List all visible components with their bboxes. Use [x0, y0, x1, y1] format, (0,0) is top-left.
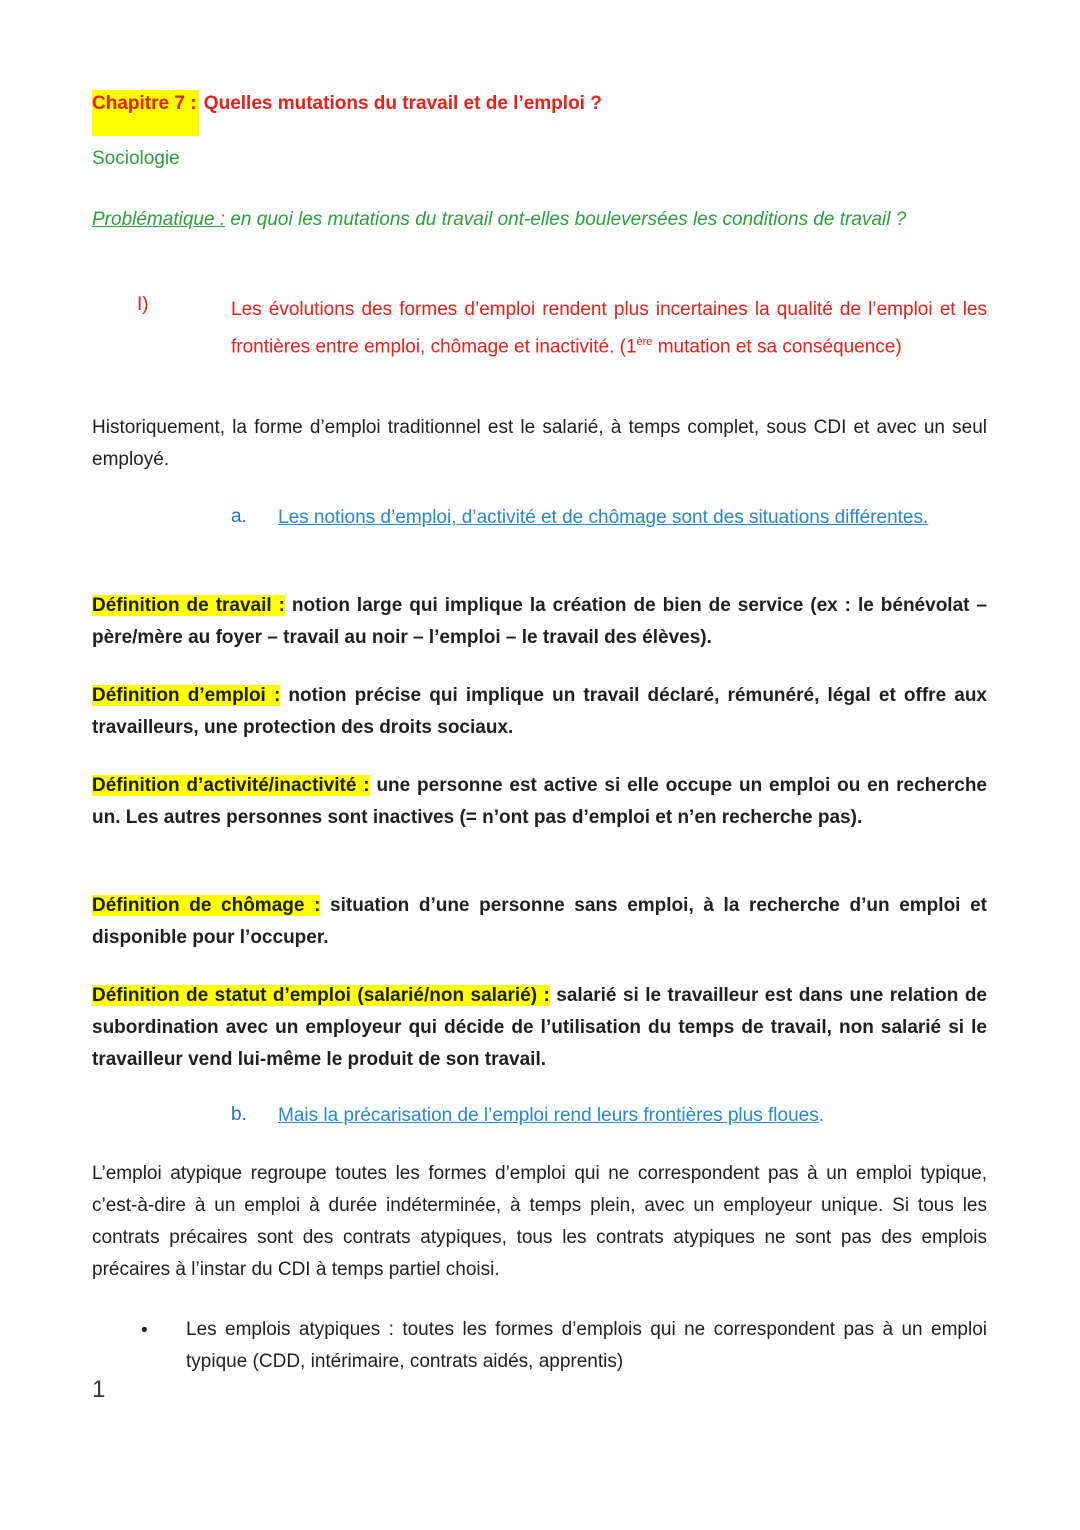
definition-text: notion large qui implique la création de bien de service (ex : le bénévolat – père/mère au foyer – travail au noir – l’emploi – le travail des élèves).	[92, 595, 987, 648]
definition-term: Définition d’activité/inactivité :	[92, 775, 370, 796]
definition-text: notion précise qui implique un travail déclaré, rémunéré, légal et offre aux travailleurs, une protection des droits sociaux.	[92, 685, 987, 738]
subsection-b-period: .	[818, 1105, 824, 1126]
subsection-a-title: Les notions d’emploi, d’activité et de chômage sont des situations différentes.	[278, 507, 929, 528]
definition-term: Définition de travail :	[92, 595, 285, 616]
atypical-paragraph: L’emploi atypique regroupe toutes les formes d’emploi qui ne correspondent pas à un emploi typique, c’est-à-dire à un emploi à durée indéterminée, à temps plein, avec un employeur unique. Si tous les contrats précaires sont des contrats atypiques, tous les contrats atypiques ne sont pas des emplois précaires à l’instar du CDI à temps partiel choisi.	[92, 1163, 987, 1280]
chapter-label: Chapitre 7 :	[92, 90, 199, 136]
bullet-text: Les emplois atypiques : toutes les formes d’emplois qui ne correspondent pas à un emploi typique (CDD, intérimaire, contrats aidés, apprentis)	[186, 1319, 987, 1372]
bullet-icon: •	[141, 1320, 148, 1341]
definition-chomage	[92, 890, 987, 954]
subsection-b-letter: b.	[231, 1104, 247, 1125]
chapter-question: Quelles mutations du travail et de l’emploi ?	[198, 93, 602, 114]
problematique-label: Problématique :	[92, 209, 226, 230]
subject-label: Sociologie	[92, 148, 180, 169]
definition-travail	[92, 590, 987, 654]
intro-paragraph: Historiquement, la forme d’emploi traditionnel est le salarié, à temps complet, sous CDI et avec un seul employé.	[92, 417, 987, 470]
subsection-a-letter: a.	[231, 506, 247, 527]
definition-term: Définition d’emploi :	[92, 685, 281, 706]
definition-term: Définition de chômage :	[92, 895, 321, 916]
definition-emploi	[92, 680, 987, 744]
chapter-title	[92, 90, 602, 136]
subsection-b-title-line	[278, 1100, 987, 1132]
definition-term: Définition de statut d’emploi (salarié/non salarié) :	[92, 985, 550, 1006]
definition-text: salarié si le travailleur est dans une relation de subordination avec un employeur qui décide de l’utilisation du temps de travail, non salarié si le travailleur vend lui-même le produit de son travail.	[92, 985, 987, 1070]
subsection-b-title: Mais la précarisation de l’emploi rend leurs frontières plus floues	[278, 1105, 819, 1126]
section-heading-sup: ère	[636, 336, 653, 348]
section-numeral: I)	[137, 294, 149, 315]
definition-text: situation d’une personne sans emploi, à la recherche d’un emploi et disponible pour l’occuper.	[92, 895, 987, 948]
page-number: 1	[92, 1376, 106, 1403]
problematique-text: en quoi les mutations du travail ont-elles bouleversées les conditions de travail ?	[225, 209, 907, 230]
section-heading-text-end: mutation et sa conséquence)	[652, 336, 902, 358]
definition-activite	[92, 770, 987, 834]
problematique	[92, 204, 987, 236]
definition-statut	[92, 980, 987, 1076]
definition-text: une personne est active si elle occupe un emploi ou en recherche un. Les autres personnes sont inactives (= n’ont pas d’emploi et n’en recherche pas).	[92, 775, 987, 828]
section-heading-text: Les évolutions des formes d’emploi rendent plus incertaines la qualité de l’emploi et les frontières entre emploi, chômage et inactivité. (1	[231, 299, 987, 358]
section-heading	[231, 294, 987, 363]
